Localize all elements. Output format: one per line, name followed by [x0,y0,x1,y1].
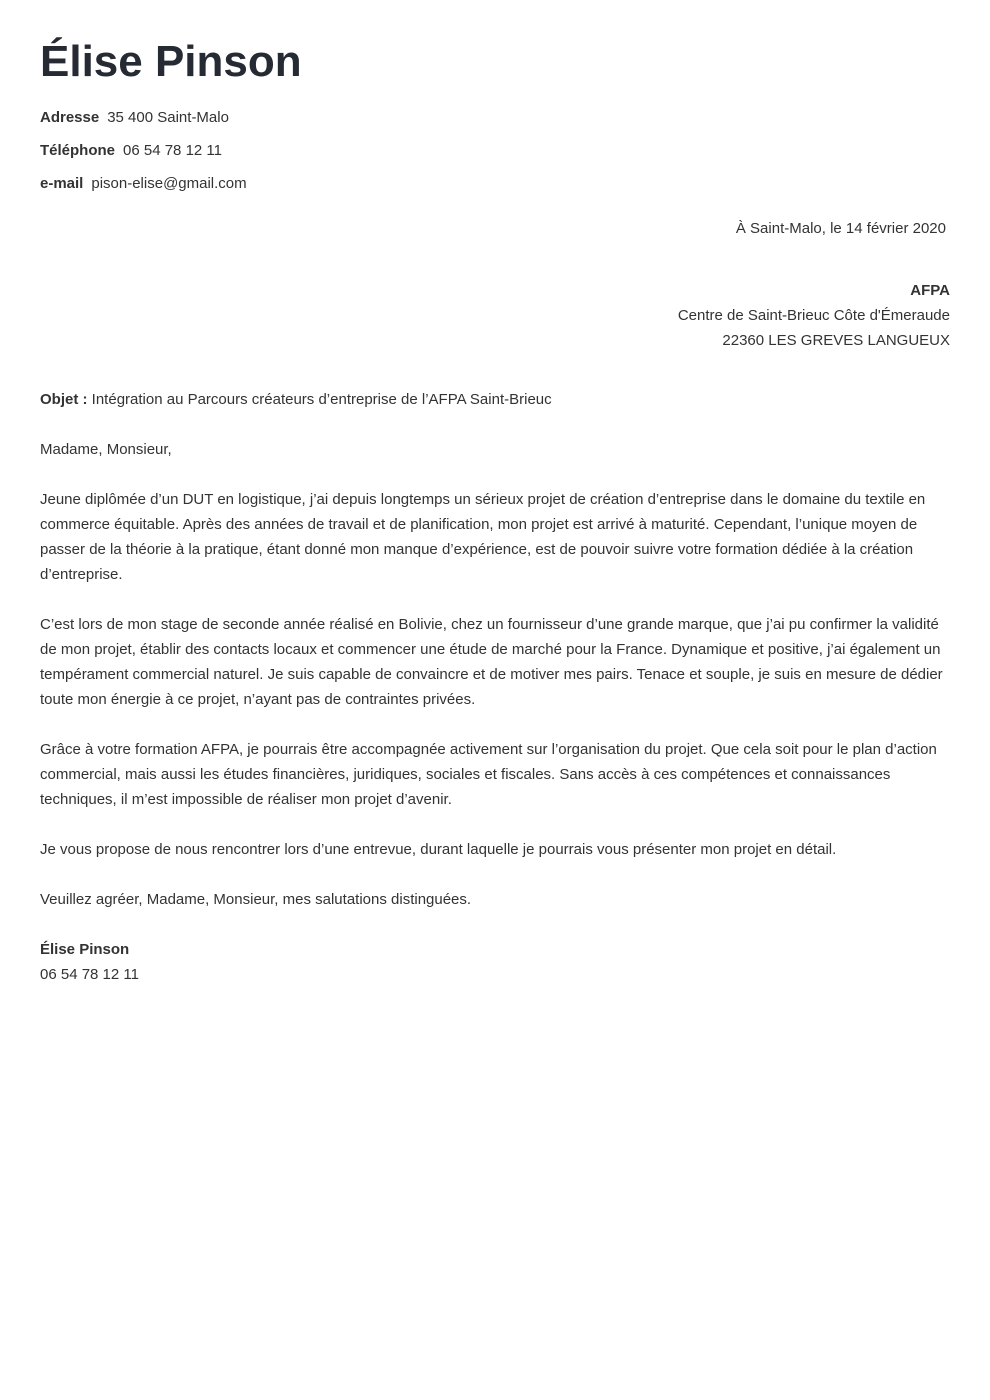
contact-address [40,108,229,128]
letter-subject [40,387,950,412]
address-label: Adresse [40,109,100,126]
email-label: e-mail [40,175,84,192]
signature-phone: 06 54 78 12 11 [40,966,139,983]
paragraph-4: Je vous propose de nous rencontrer lors d’une entrevue, durant laquelle je pourrais vous présenter mon projet en détail. [40,841,837,858]
signature-block [40,937,139,987]
paragraph-3: Grâce à votre formation AFPA, je pourrais être accompagnée activement sur l’organisation du projet. Que cela soit pour le plan d’action commercial, mais aussi les études financières, juridiques, sociales et fiscales. Sans accès à ces compétences et connaissances techniques, il m’est impossible de réaliser mon projet d’avenir. [40,741,937,808]
contact-phone [40,141,222,161]
sender-name: Élise Pinson [40,37,302,86]
letter-closing: Veuillez agréer, Madame, Monsieur, mes salutations distinguées. [40,891,472,908]
address-value: 35 400 Saint-Malo [107,109,229,126]
contact-email [40,174,247,194]
phone-value: 06 54 78 12 11 [123,142,222,159]
paragraph-2: C’est lors de mon stage de seconde année réalisé en Bolivie, chez un fournisseur d’une grande marque, que j’ai pu confirmer la validité de mon projet, établir des contacts locaux et commencer une étude de marché pour la France. Dynamique et positive, j’ai également un tempérament commercial naturel. Je suis capable de convaincre et de motiver mes pairs. Tenace et souple, je suis en mesure de dédier toute mon énergie à ce projet, n’ayant pas de contraintes privées. [40,616,943,708]
recipient-block [678,278,950,353]
email-value: pison-elise@gmail.com [91,175,247,192]
phone-label: Téléphone [40,142,116,159]
letter-greeting: Madame, Monsieur, [40,441,172,458]
subject-text: Intégration au Parcours créateurs d’entreprise de l’AFPA Saint-Brieuc [91,391,552,408]
recipient-organization: AFPA [910,282,950,299]
recipient-line-2: 22360 LES GREVES LANGUEUX [722,332,950,349]
signature-name: Élise Pinson [40,941,130,958]
subject-label: Objet : [40,391,88,408]
paragraph-1: Jeune diplômée d’un DUT en logistique, j’ai depuis longtemps un sérieux projet de création d’entreprise dans le domaine du textile en commerce équitable. Après des années de travail et de planification, mon projet est arrivé à maturité. Cependant, l’unique moyen de passer de la théorie à la pratique, étant donné mon manque d’expérience, est de pouvoir suivre votre formation dédiée à la création d’entreprise. [40,491,926,583]
letter-date: À Saint-Malo, le 14 février 2020 [735,220,946,237]
recipient-line-1: Centre de Saint-Brieuc Côte d'Émeraude [677,307,950,324]
